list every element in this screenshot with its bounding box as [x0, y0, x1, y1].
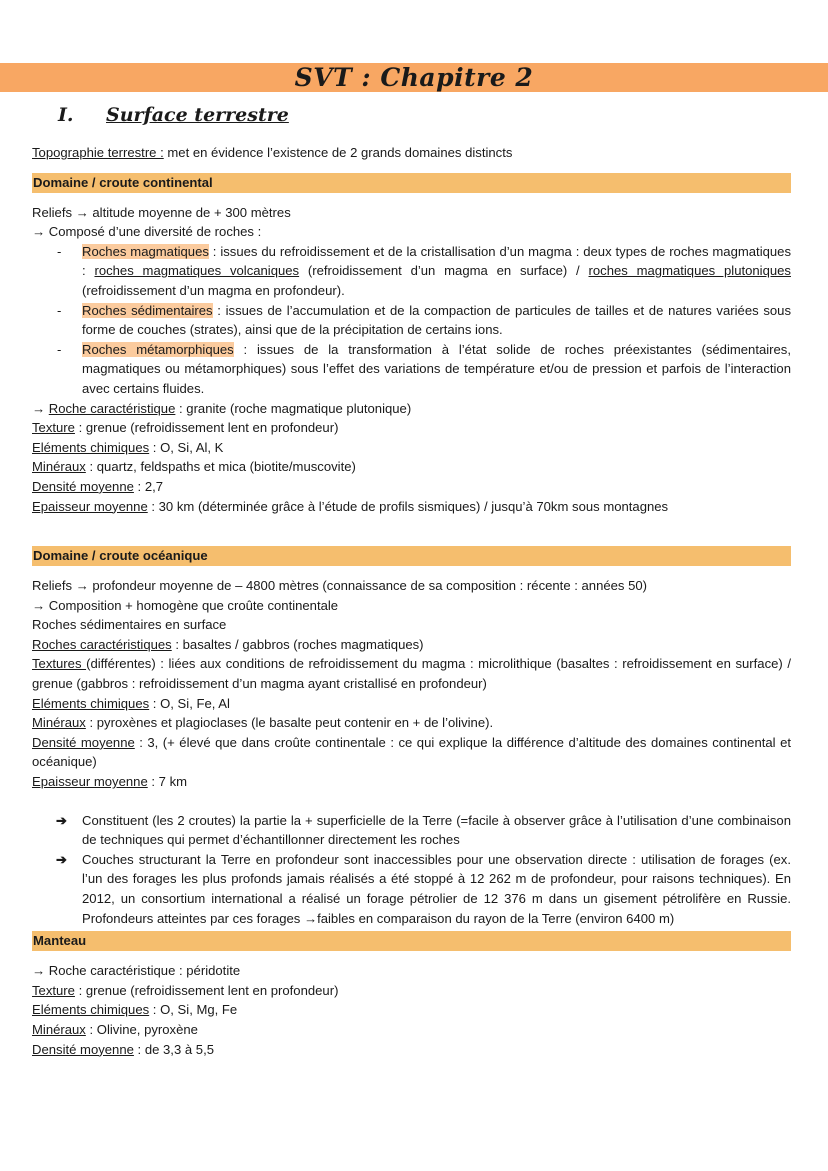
property-label: Epaisseur moyenne: [32, 774, 148, 790]
property-label: Roche caractéristique: [48, 400, 176, 416]
dash-icon: -: [57, 302, 62, 318]
property-label: Densité moyenne: [32, 1041, 134, 1057]
rock-text: : issues de l’accumulation et de la compaction de particules de tailles et de natures variées sous forme de couches (strates), ainsi que de la précipitation de certains ions.: [82, 302, 791, 338]
section-title: Surface terrestre: [106, 104, 289, 126]
rock-name-highlight: Roches métamorphiques: [82, 341, 234, 357]
intro-line: [32, 143, 791, 163]
property-value: : granite (roche magmatique plutonique): [175, 400, 412, 416]
property-line: [32, 399, 791, 419]
property-label: Minéraux: [32, 459, 86, 475]
document-body: [32, 143, 791, 1059]
property-label: Minéraux: [32, 1021, 86, 1037]
property-value: : de 3,3 à 5,5: [133, 1041, 214, 1057]
dash-icon: -: [57, 243, 62, 259]
property-line: [32, 733, 791, 772]
property-value: : 3, (+ élevé que dans croûte continentale : ce qui explique la différence d’altitude des domaines continental et océanique): [32, 734, 791, 770]
property-value: : Olivine, pyroxène: [85, 1021, 198, 1037]
property-line: [32, 438, 791, 458]
section-heading: [58, 104, 289, 126]
property-value: : quartz, feldspaths et mica (biotite/muscovite): [85, 459, 356, 475]
property-label: Epaisseur moyenne: [32, 498, 148, 514]
intro-label: Topographie terrestre :: [32, 145, 164, 160]
property-label: Eléments chimiques: [32, 439, 150, 455]
property-line: [32, 477, 791, 497]
dash-icon: -: [57, 341, 62, 357]
continental-heading-bar: Domaine / croute continental: [32, 173, 791, 193]
property-line: [32, 694, 791, 714]
mantle-heading-bar: Manteau: [32, 931, 791, 951]
property-value: : O, Si, Mg, Fe: [149, 1002, 238, 1018]
property-value: (différentes) : liées aux conditions de refroidissement du magma : microlithique (basaltes : refroidissement en surface) / grenue (gabbros : refroidissement d’un magma ayant cristallisé en profondeur): [32, 656, 791, 692]
rock-text: : issues du refroidissement et de la cristallisation d’un magma : deux types de roches magmatiques :: [82, 243, 791, 279]
mantle-roche: → Roche caractéristique : péridotite: [32, 963, 241, 979]
continental-compose: → Composé d’une diversité de roches :: [32, 224, 262, 240]
conclusion-item: [32, 850, 791, 928]
property-value: : 7 km: [147, 774, 188, 790]
property-line: [32, 635, 791, 655]
rock-text: (refroidissement d’un magma en profondeur).: [82, 282, 345, 298]
rock-item-magmatic: [32, 242, 791, 301]
property-label: Densité moyenne: [32, 734, 135, 750]
property-label: Eléments chimiques: [32, 1002, 150, 1018]
property-line: [32, 1040, 791, 1060]
property-value: : basaltes / gabbros (roches magmatiques): [171, 636, 424, 652]
rock-text: : issues de la transformation à l’état solide de roches préexistantes (sédimentaires, magmatiques ou métamorphiques) sous l’effet des variations de température et/ou de pression et parfois de l’interaction avec certains fluides.: [82, 341, 791, 396]
property-line: [32, 713, 791, 733]
property-line: [32, 654, 791, 693]
property-value: : grenue (refroidissement lent en profondeur): [74, 982, 339, 998]
conclusion-text: Constituent (les 2 croutes) la partie la + superficielle de la Terre (=facile à observer grâce à l’utilisation d’une combinaison de techniques qui permet d’échantillonner directement les roches: [82, 812, 791, 848]
property-value: : pyroxènes et plagioclases (le basalte peut contenir en + de l’olivine).: [85, 715, 494, 731]
property-line: [32, 497, 791, 517]
oceanic-composition: → Composition + homogène que croûte continentale: [32, 597, 339, 613]
property-value: : O, Si, Fe, Al: [149, 695, 230, 711]
rock-item-metamorphic: [32, 340, 791, 399]
property-line: [32, 981, 791, 1001]
property-label: Eléments chimiques: [32, 695, 150, 711]
rock-name-highlight: Roches sédimentaires: [82, 302, 213, 318]
intro-text: met en évidence l’existence de 2 grands domaines distincts: [163, 145, 513, 160]
property-label: Densité moyenne: [32, 478, 134, 494]
property-line: [32, 1000, 791, 1020]
property-line: [32, 772, 791, 792]
property-label: Textures: [32, 656, 87, 672]
property-value: : grenue (refroidissement lent en profondeur): [74, 420, 339, 436]
property-label: Texture: [32, 982, 75, 998]
rock-name-highlight: Roches magmatiques: [82, 243, 209, 259]
oceanic-reliefs: Reliefs → profondeur moyenne de – 4800 mètres (connaissance de sa composition : récente : années 50): [32, 578, 648, 594]
arrow-prefix: →: [32, 400, 49, 416]
conclusion-item: [32, 811, 791, 850]
oceanic-heading-bar: Domaine / croute océanique: [32, 546, 791, 566]
property-value: : 2,7: [133, 478, 164, 494]
rock-subtype: roches magmatiques volcaniques: [94, 263, 300, 279]
arrow-bullet-icon: ➔: [56, 851, 67, 867]
property-line: [32, 457, 791, 477]
rock-item-sedimentary: [32, 301, 791, 340]
rock-subtype: roches magmatiques plutoniques: [588, 263, 791, 279]
continental-reliefs: Reliefs → altitude moyenne de + 300 mètres: [32, 204, 291, 220]
title-banner: [0, 63, 828, 92]
page-title: SVT : Chapitre 2: [294, 63, 534, 92]
property-label: Texture: [32, 420, 75, 436]
property-line: [32, 1020, 791, 1040]
property-value: : O, Si, Al, K: [149, 439, 224, 455]
rock-text: (refroidissement d’un magma en surface) /: [299, 263, 589, 279]
conclusion-text: Couches structurant la Terre en profondeur sont inaccessibles pour une observation directe : utilisation de forages (ex. l’un des forages les plus profonds jamais réalisés a été stoppé à 12 262 m de profondeur, pour raisons techniques). En 2012, un consortium international a réalisé un forage pétrolier de 12 376 m dans un gisement pétrolifère en Russie. Profondeurs atteintes par ces forages →faibles en comparaison du rayon de la Terre (environ 6400 m): [82, 851, 791, 926]
property-label: Roches caractéristiques: [32, 636, 172, 652]
oceanic-sediment: Roches sédimentaires en surface: [32, 617, 227, 633]
arrow-bullet-icon: ➔: [56, 812, 67, 828]
section-number: I.: [58, 104, 74, 126]
property-value: : 30 km (déterminée grâce à l’étude de profils sismiques) / jusqu’à 70km sous montagnes: [147, 498, 669, 514]
property-label: Minéraux: [32, 715, 86, 731]
property-line: [32, 418, 791, 438]
